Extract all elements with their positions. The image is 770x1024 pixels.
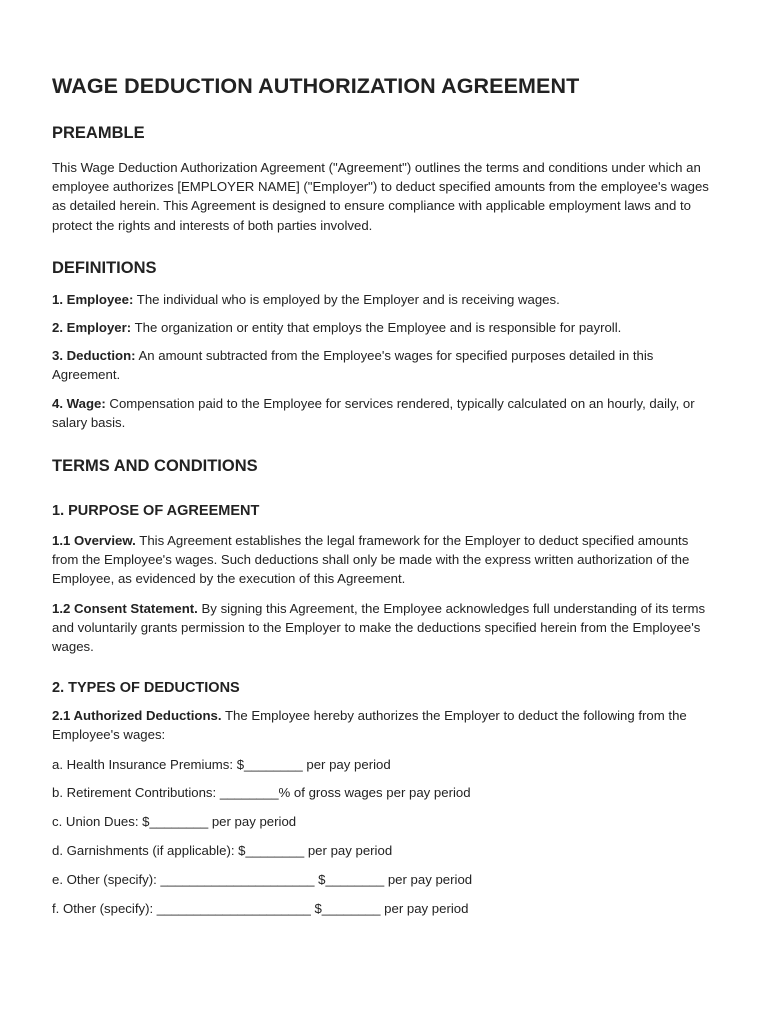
- deductions-list: [52, 755, 717, 918]
- deduction-item: e. Other (specify): _____________________ $________ per pay period: [52, 871, 473, 887]
- definition-text: The individual who is employed by the Employer and is receiving wages.: [136, 291, 560, 307]
- clause-text: This Agreement establishes the legal framework for the Employer to deduct specified amounts from the Employee's wages. Such deductions shall only be made with the express written authorization of the Employee, as evidenced by the execution of this Agreement.: [52, 533, 690, 587]
- definitions-list: [52, 290, 717, 432]
- definition-term: 2. Employer:: [52, 320, 132, 336]
- section-1-heading: 1. PURPOSE OF AGREEMENT: [52, 503, 260, 520]
- deduction-item: a. Health Insurance Premiums: $________ per pay period: [52, 756, 391, 772]
- document-title: WAGE DEDUCTION AUTHORIZATION AGREEMENT: [52, 74, 580, 98]
- terms-heading: TERMS AND CONDITIONS: [52, 457, 258, 476]
- document-body: [52, 70, 717, 918]
- deduction-item: c. Union Dues: $________ per pay period: [52, 814, 297, 830]
- section-2-heading: 2. TYPES OF DEDUCTIONS: [52, 680, 240, 697]
- deduction-item: f. Other (specify): _____________________ $________ per pay period: [52, 900, 469, 916]
- definition-item: [52, 346, 717, 384]
- definition-term: 3. Deduction:: [52, 348, 136, 364]
- section-1-1-paragraph: [52, 531, 717, 589]
- definition-item: [52, 290, 717, 309]
- deduction-item: b. Retirement Contributions: ________% of gross wages per pay period: [52, 785, 471, 801]
- definition-item: [52, 318, 717, 337]
- definition-term: 1. Employee:: [52, 291, 134, 307]
- deduction-item: d. Garnishments (if applicable): $________ per pay period: [52, 843, 393, 859]
- clause-text: By signing this Agreement, the Employee acknowledges full understanding of its terms and voluntarily grants permission to the Employer to make the deductions specified herein from the Employee's wages.: [52, 600, 706, 655]
- clause-label: 1.1 Overview.: [52, 533, 136, 549]
- section-2-1-paragraph: [52, 706, 717, 744]
- definition-term: 4. Wage:: [52, 395, 106, 411]
- clause-text: The Employee hereby authorizes the Employer to deduct the following from the Employee's wages:: [52, 708, 687, 743]
- definition-item: [52, 394, 717, 432]
- clause-label: 2.1 Authorized Deductions.: [52, 708, 222, 724]
- definitions-heading: DEFINITIONS: [52, 258, 157, 277]
- section-1-2-paragraph: [52, 599, 717, 657]
- definition-text: An amount subtracted from the Employee's wages for specified purposes detailed in this Agreement.: [52, 348, 654, 383]
- definition-text: Compensation paid to the Employee for services rendered, typically calculated on an hourly, daily, or salary basis.: [52, 395, 695, 430]
- preamble-heading: PREAMBLE: [52, 124, 145, 142]
- definition-text: The organization or entity that employs the Employee and is responsible for payroll.: [134, 320, 622, 336]
- preamble-text: This Wage Deduction Authorization Agreement ("Agreement") outlines the terms and conditions under which an employee authorizes [EMPLOYER NAME] ("Employer") to deduct specified amounts from the employee's wages as detailed herein. This Agreement is designed to ensure compliance with applicable employment laws and to protect the rights and interests of both parties involved.: [52, 160, 709, 233]
- clause-label: 1.2 Consent Statement.: [52, 600, 198, 616]
